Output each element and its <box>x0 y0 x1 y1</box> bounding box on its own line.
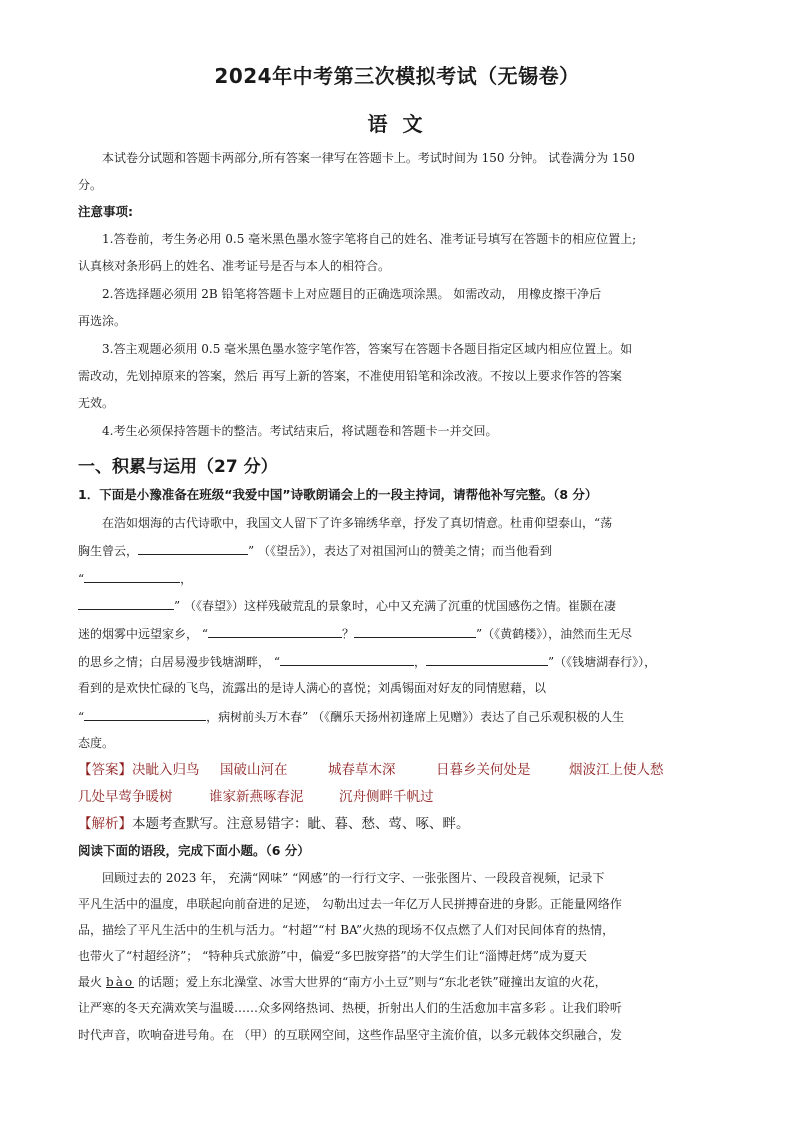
answer-line-1 <box>78 762 718 778</box>
answer-item: 谁家新燕啄春泥 <box>209 789 304 805</box>
q1-para-line-8 <box>78 708 718 725</box>
analysis-label: 【解析】 <box>78 816 132 832</box>
q1-para-line-4 <box>78 597 718 614</box>
q1-text: 的思乡之情；白居易漫步钱塘湖畔， “ <box>78 655 280 669</box>
intro-line-1: 本试卷分试题和答题卡两部分,所有答案一律写在答题卡上。考试时间为 150 分钟。 试卷满分为 150 <box>102 151 635 165</box>
answer-item: 烟波江上使人愁 <box>569 762 664 778</box>
reading-line-5 <box>78 974 718 990</box>
reading-line-4: 也带火了“村超经济”； “特种兵式旅游”中，偏爱“多巴胺穿搭”的大学生们让“淄博赶烤”成为夏天 <box>78 949 587 963</box>
q1-text: ？ <box>341 627 354 641</box>
notice-item-3-line-1: 3.答主观题必须用 0.5 毫米黑色墨水签字笔作答，答案写在答题卡各题目指定区域内相应位置上。如 <box>102 342 633 356</box>
q1-text: “ <box>78 572 85 586</box>
answer-item: 国破山河在 <box>220 762 288 778</box>
reading-text: 的话题；爱上东北澡堂、冰雪大世界的“南方小土豆”则与“东北老铁”碰撞出友谊的火花， <box>138 975 607 989</box>
notice-item-1-line-2: 认真核对条形码上的姓名、准考证号是否与本人的相符合。 <box>78 259 391 273</box>
q1-para-line-6 <box>78 653 718 670</box>
answer-blank-2[interactable] <box>84 570 180 583</box>
answer-item: 沉舟侧畔千帆过 <box>339 789 434 805</box>
q1-text: ” （《望岳》），表达了对祖国河山的赞美之情；而当他看到 <box>248 544 552 558</box>
q1-text: ， <box>413 655 426 669</box>
answer-blank-7[interactable] <box>426 653 548 666</box>
answer-item: 决眦入归鸟 <box>132 762 200 778</box>
q1-para-line-3 <box>78 570 718 587</box>
question-1-stem: 1．下面是小豫准备在班级“我爱中国”诗歌朗诵会上的一段主持词，请帮他补写完整。（8 分） <box>78 487 598 502</box>
reading-line-1: 回顾过去的 2023 年， 充满“网味” “网感”的一行行文字、一张张图片、一段段音视频，记录下 <box>102 871 605 885</box>
analysis-line <box>78 816 718 832</box>
q1-para-line-9: 态度。 <box>78 736 115 750</box>
notice-item-2-line-1: 2.答选择题必须用 2B 铅笔将答题卡上对应题目的正确选项涂黑。 如需改动， 用橡皮擦干净后 <box>102 287 602 301</box>
reading-line-3: 品，描绘了平凡生活中的生机与活力。“村超”“村 BA”火热的现场不仅点燃了人们对民间体育的热情， <box>78 923 615 937</box>
q1-text: ， <box>180 572 193 586</box>
notice-heading: 注意事项: <box>78 204 133 219</box>
q1-para-line-7: 看到的是欢快忙碌的飞鸟，流露出的是诗人满心的喜悦；刘禹锡面对好友的同情慰藉，以 <box>78 681 547 695</box>
q1-para-line-2 <box>78 542 718 559</box>
reading-line-7: 时代声音，吹响奋进号角。在 （甲）的互联网空间，这些作品坚守主流价值，以多元载体交织融合，发 <box>78 1028 622 1042</box>
q1-text: “ <box>78 710 85 724</box>
answer-blank-1[interactable] <box>138 542 248 555</box>
answer-line-2 <box>78 789 718 805</box>
answer-label: 【答案】 <box>78 762 132 778</box>
intro-line-2: 分。 <box>78 178 103 192</box>
notice-item-1-line-1: 1.答卷前，考生务必用 0.5 毫米黑色墨水签字笔将自己的姓名、准考证号填写在答题卡的相应位置上; <box>102 232 637 246</box>
q1-text: 胸生曾云， <box>78 544 139 558</box>
q1-text: 迷的烟雾中远望家乡， “ <box>78 627 208 641</box>
answer-blank-6[interactable] <box>280 653 414 666</box>
analysis-text: 本题考查默写。注意易错字：眦、暮、愁、莺、啄、畔。 <box>132 816 470 832</box>
answer-item: 城春草木深 <box>328 762 396 778</box>
answer-blank-4[interactable] <box>208 625 342 638</box>
subject-title: 语 文 <box>367 112 427 136</box>
reading-line-6: 让严寒的冬天充满欢笑与温暖……众多网络热词、热梗，折射出人们的生活愈加丰富多彩 。让我们聆听 <box>78 1001 622 1015</box>
exam-title: 2024年中考第三次模拟考试（无锡卷） <box>214 64 580 88</box>
answer-item: 日暮乡关何处是 <box>436 762 531 778</box>
answer-blank-3[interactable] <box>78 597 174 610</box>
q1-text: ”（《黄鹤楼》），油然而生无尽 <box>475 627 633 641</box>
answer-item: 几处早莺争暖树 <box>78 789 173 805</box>
answer-blank-5[interactable] <box>354 625 476 638</box>
q1-text: ，病树前头万木春” （《酬乐天扬州初逢席上见赠》）表达了自己乐观积极的人生 <box>206 710 625 724</box>
notice-item-3-line-3: 无效。 <box>78 396 115 410</box>
reading-text: 最火 <box>78 975 103 989</box>
section-1-title: 一、积累与运用（27 分） <box>78 457 278 477</box>
notice-item-4-line-1: 4.考生必须保持答题卡的整洁。考试结束后，将试题卷和答题卡一并交回。 <box>102 424 498 438</box>
q1-para-line-5 <box>78 625 718 642</box>
q1-text: ”（《钱塘湖春行》）， <box>547 655 657 669</box>
q1-para-line-1: 在浩如烟海的古代诗歌中，我国文人留下了许多锦绣华章，抒发了真切情意。杜甫仰望泰山，“荡 <box>102 516 613 530</box>
reading-line-2: 平凡生活中的温度，串联起向前奋进的足迹， 勾勒出过去一年亿万人民拼搏奋进的身影。正能量网络作 <box>78 897 622 911</box>
reading-stem: 阅读下面的语段，完成下面小题。（6 分） <box>78 843 310 858</box>
notice-item-2-line-2: 再选涂。 <box>78 314 127 328</box>
answer-blank-8[interactable] <box>84 708 206 721</box>
notice-item-3-line-2: 需改动，先划掉原来的答案，然后 再写上新的答案，不准使用铅笔和涂改液。不按以上要求作答的答案 <box>78 369 622 383</box>
q1-text: ” （《春望》）这样残破荒乱的景象时，心中又充满了沉重的忧国感伤之情。崔颢在凄 <box>174 599 616 613</box>
pinyin-blank: bào <box>106 975 135 989</box>
